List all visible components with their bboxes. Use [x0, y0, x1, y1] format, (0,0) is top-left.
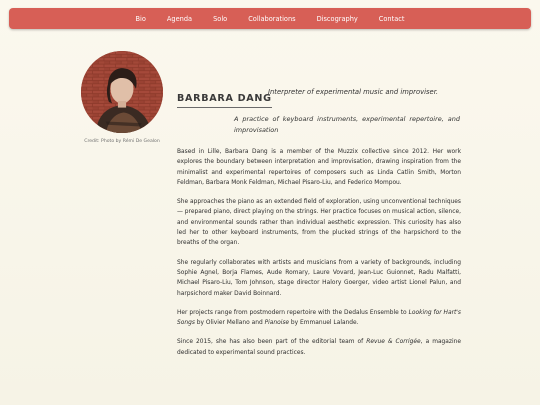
bio-p5-text-a: Since 2015, she has also been part of the editorial team of [177, 339, 367, 346]
artist-subtitle: Interpreter of experimental music and improviser. [268, 88, 439, 96]
artist-name-block [177, 86, 272, 108]
nav-link-collaborations[interactable]: Collaborations [248, 14, 296, 23]
bio-p5-text-b: , a magazine dedicated to experimental sound practices. [177, 339, 461, 356]
portrait-image [81, 51, 163, 133]
nav-link-bio[interactable]: Bio [135, 14, 146, 23]
bio-paragraph-2: She approaches the piano as an extended field of exploration, using unconventional techniques — prepared piano, direct playing on the strings. Her practice focuses on musical action, silence, and environmental sounds rather than individual aesthetic expression. This curiosity has also led her to other keyboard instruments, from the plucked strings of the harpsichord to the breaths of the organ. [177, 199, 461, 247]
nav-link-solo[interactable]: Solo [213, 14, 228, 23]
magazine-title: Revue & Corrigée [366, 339, 421, 346]
bio-p4-text-b: by Olivier Mellano and [194, 320, 265, 327]
bio-paragraph-1: Based in Lille, Barbara Dang is a member of the Muzzix collective since 2012. Her work explores the boundary between interpretation and improvisation, drawing inspiration from the minimalist and experimental repertoires of composers such as Linda Catlin Smith, Morton Feldman, Barbara Monk Feldman, Michael Pisaro-Liu, and Federico Mompou. [177, 149, 461, 186]
bio-paragraph-3: She regularly collaborates with artists and musicians from a variety of backgrounds, including Sophie Agnel, Borja Flames, Aude Romary, Laure Vovard, Jean-Luc Guionnet, Radu Malfatti, Michael Pisaro-Liu, Tom Johnson, stage director Halory Goerger, video artist Lionel Palun, and harpsichord maker David Boinnard. [177, 259, 461, 297]
artist-quote: A practice of keyboard instruments, experimental repertoire, and improvisation [234, 115, 460, 134]
bio-p4-text-c: by Emmanuel Lalande. [289, 320, 359, 327]
biography [177, 147, 461, 367]
nav-link-discography[interactable]: Discography [316, 14, 358, 23]
work-title-pianoise: Pianoise [264, 320, 290, 327]
profile-photo [81, 51, 163, 133]
nav-link-agenda[interactable]: Agenda [166, 14, 193, 23]
nav-link-contact[interactable]: Contact [378, 14, 405, 23]
top-navbar [9, 8, 531, 29]
photo-credit: Credit: Photo by Rémi De Gealon [84, 139, 160, 144]
bio-paragraph-4 [177, 308, 461, 329]
bio-p4-text-a: Her projects range from postmodern repertoire with the Dedalus Ensemble to [177, 309, 409, 316]
bio-paragraph-5 [177, 337, 461, 358]
work-title-looking-for-harts-songs: Looking for Hart's Songs [177, 309, 461, 327]
artist-name: BARBARA DANG [177, 93, 272, 108]
